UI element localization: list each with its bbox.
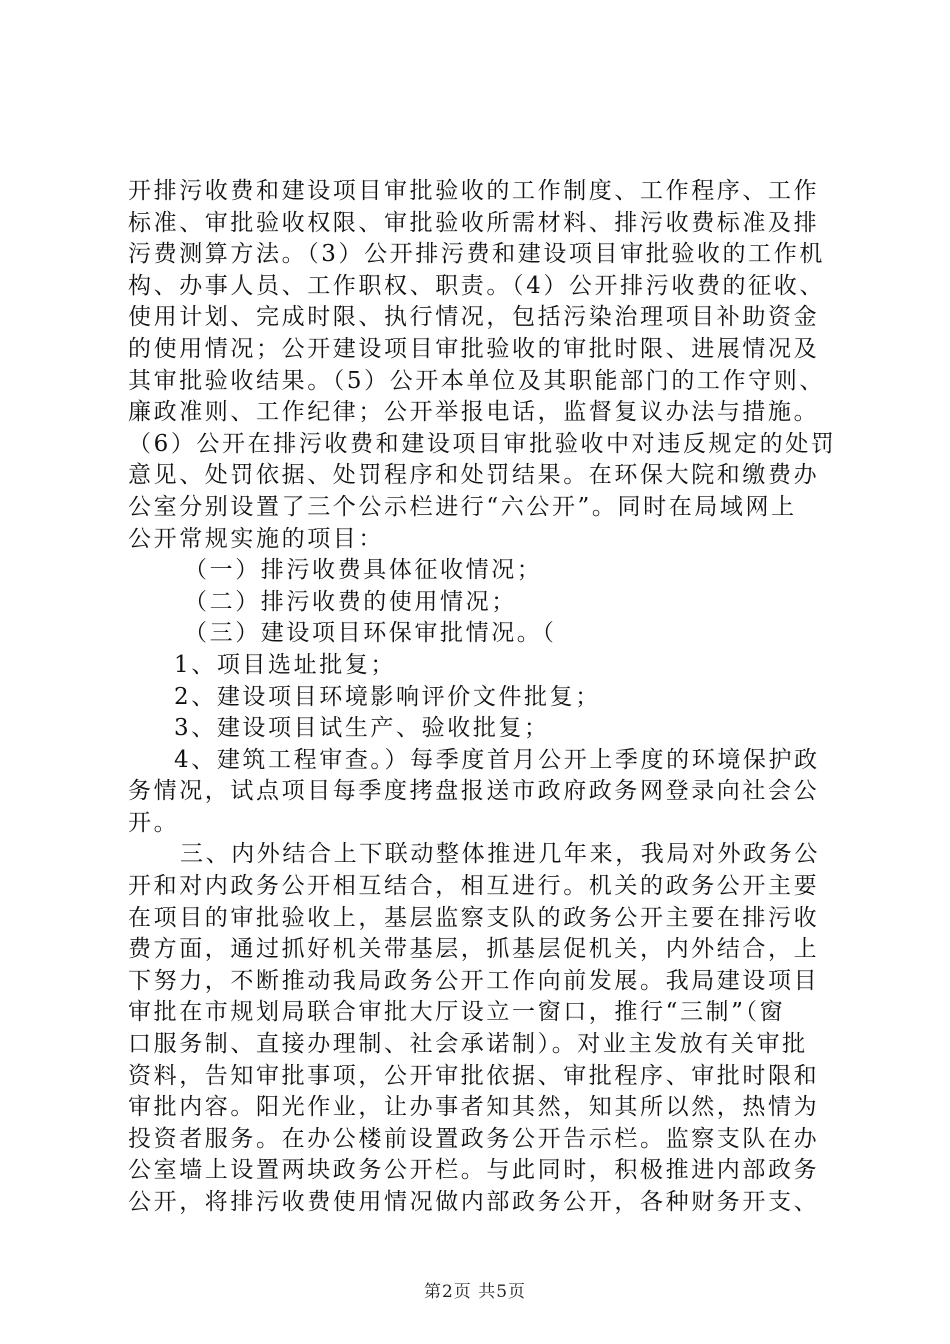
text-line: 审批在市规划局联合审批大厅设立一窗口，推行“三制”（窗 (128, 999, 786, 1026)
text-line: 审批内容。阳光作业，让办事者知其然，知其所以然，热情为 (128, 1094, 820, 1121)
text-line: 开。 (128, 809, 180, 836)
text-line: 费方面，通过抓好机关带基层，抓基层促机关，内外结合，上 (128, 936, 820, 963)
text-line: （6）公开在排污收费和建设项目审批验收中对违反规定的处罚 (128, 430, 837, 457)
text-line: 口服务制、直接办理制、社会承诺制）。对业主发放有关审批 (128, 1031, 808, 1058)
text-line: 开排污收费和建设项目审批验收的工作制度、工作程序、工作 (128, 178, 820, 204)
text-line: 开和对内政务公开相互结合，相互进行。机关的政务公开主要 (128, 873, 820, 900)
list-item: 1、项目选址批复； (174, 651, 397, 678)
text-line: 公开，将排污收费使用情况做内部政务公开，各种财务开支、 (128, 1189, 820, 1215)
text-line: 在项目的审批验收上，基层监察支队的政务公开主要在排污收 (128, 904, 820, 931)
text-line: 其审批验收结果。（5）公开本单位及其职能部门的工作守则、 (128, 367, 825, 394)
text-line: 资料，告知审批事项，公开审批依据、审批程序、审批时限和 (128, 1062, 820, 1089)
text-line: 公室分别设置了三个公示栏进行“六公开”。同时在局域网上 (128, 493, 797, 520)
list-item: 4、建筑工程审查。）每季度首月公开上季度的环境保护政 (174, 746, 820, 773)
text-line: 公开常规实施的项目： (128, 525, 384, 552)
page-footer (0, 1277, 950, 1302)
text-line: 使用计划、完成时限、执行情况，包括污染治理项目补助资金 (128, 304, 820, 331)
text-line: 投资者服务。在办公楼前设置政务公开告示栏。监察支队在办 (128, 1125, 820, 1152)
text-line: 公室墙上设置两块政务公开栏。与此同时，积极推进内部政务 (128, 1157, 820, 1184)
text-line: 污费测算方法。（3）公开排污费和建设项目审批验收的工作机 (128, 241, 825, 268)
page-number: 第2页 共5页 (423, 1282, 527, 1302)
list-item: 2、建设项目环境影响评价文件批复； (174, 683, 601, 710)
list-item: （三）建设项目环保审批情况。（ (184, 620, 557, 647)
section-heading-line: 三、内外结合上下联动整体推进几年来，我局对外政务公 (180, 841, 820, 868)
text-line: 的使用情况；公开建设项目审批验收的审批时限、进展情况及 (128, 335, 820, 362)
list-item: 3、建设项目试生产、验收批复； (174, 715, 550, 742)
list-item: （二）排污收费的使用情况； (184, 588, 517, 615)
text-line: 廉政准则、工作纪律；公开举报电话，监督复议办法与措施。 (128, 399, 820, 426)
list-item: （一）排污收费具体征收情况； (184, 557, 543, 584)
text-line: 务情况，试点项目每季度拷盘报送市政府政务网登录向社会公 (128, 778, 820, 805)
text-line: 意见、处罚依据、处罚程序和处罚结果。在环保大院和缴费办 (128, 462, 820, 489)
text-line: 构、办事人员、工作职权、职责。（4）公开排污收费的征收、 (128, 272, 825, 299)
text-line: 标准、审批验收权限、审批验收所需材料、排污收费标准及排 (128, 209, 820, 236)
text-line: 下努力，不断推动我局政务公开工作向前发展。我局建设项目 (128, 967, 820, 994)
document-body (128, 176, 837, 1219)
